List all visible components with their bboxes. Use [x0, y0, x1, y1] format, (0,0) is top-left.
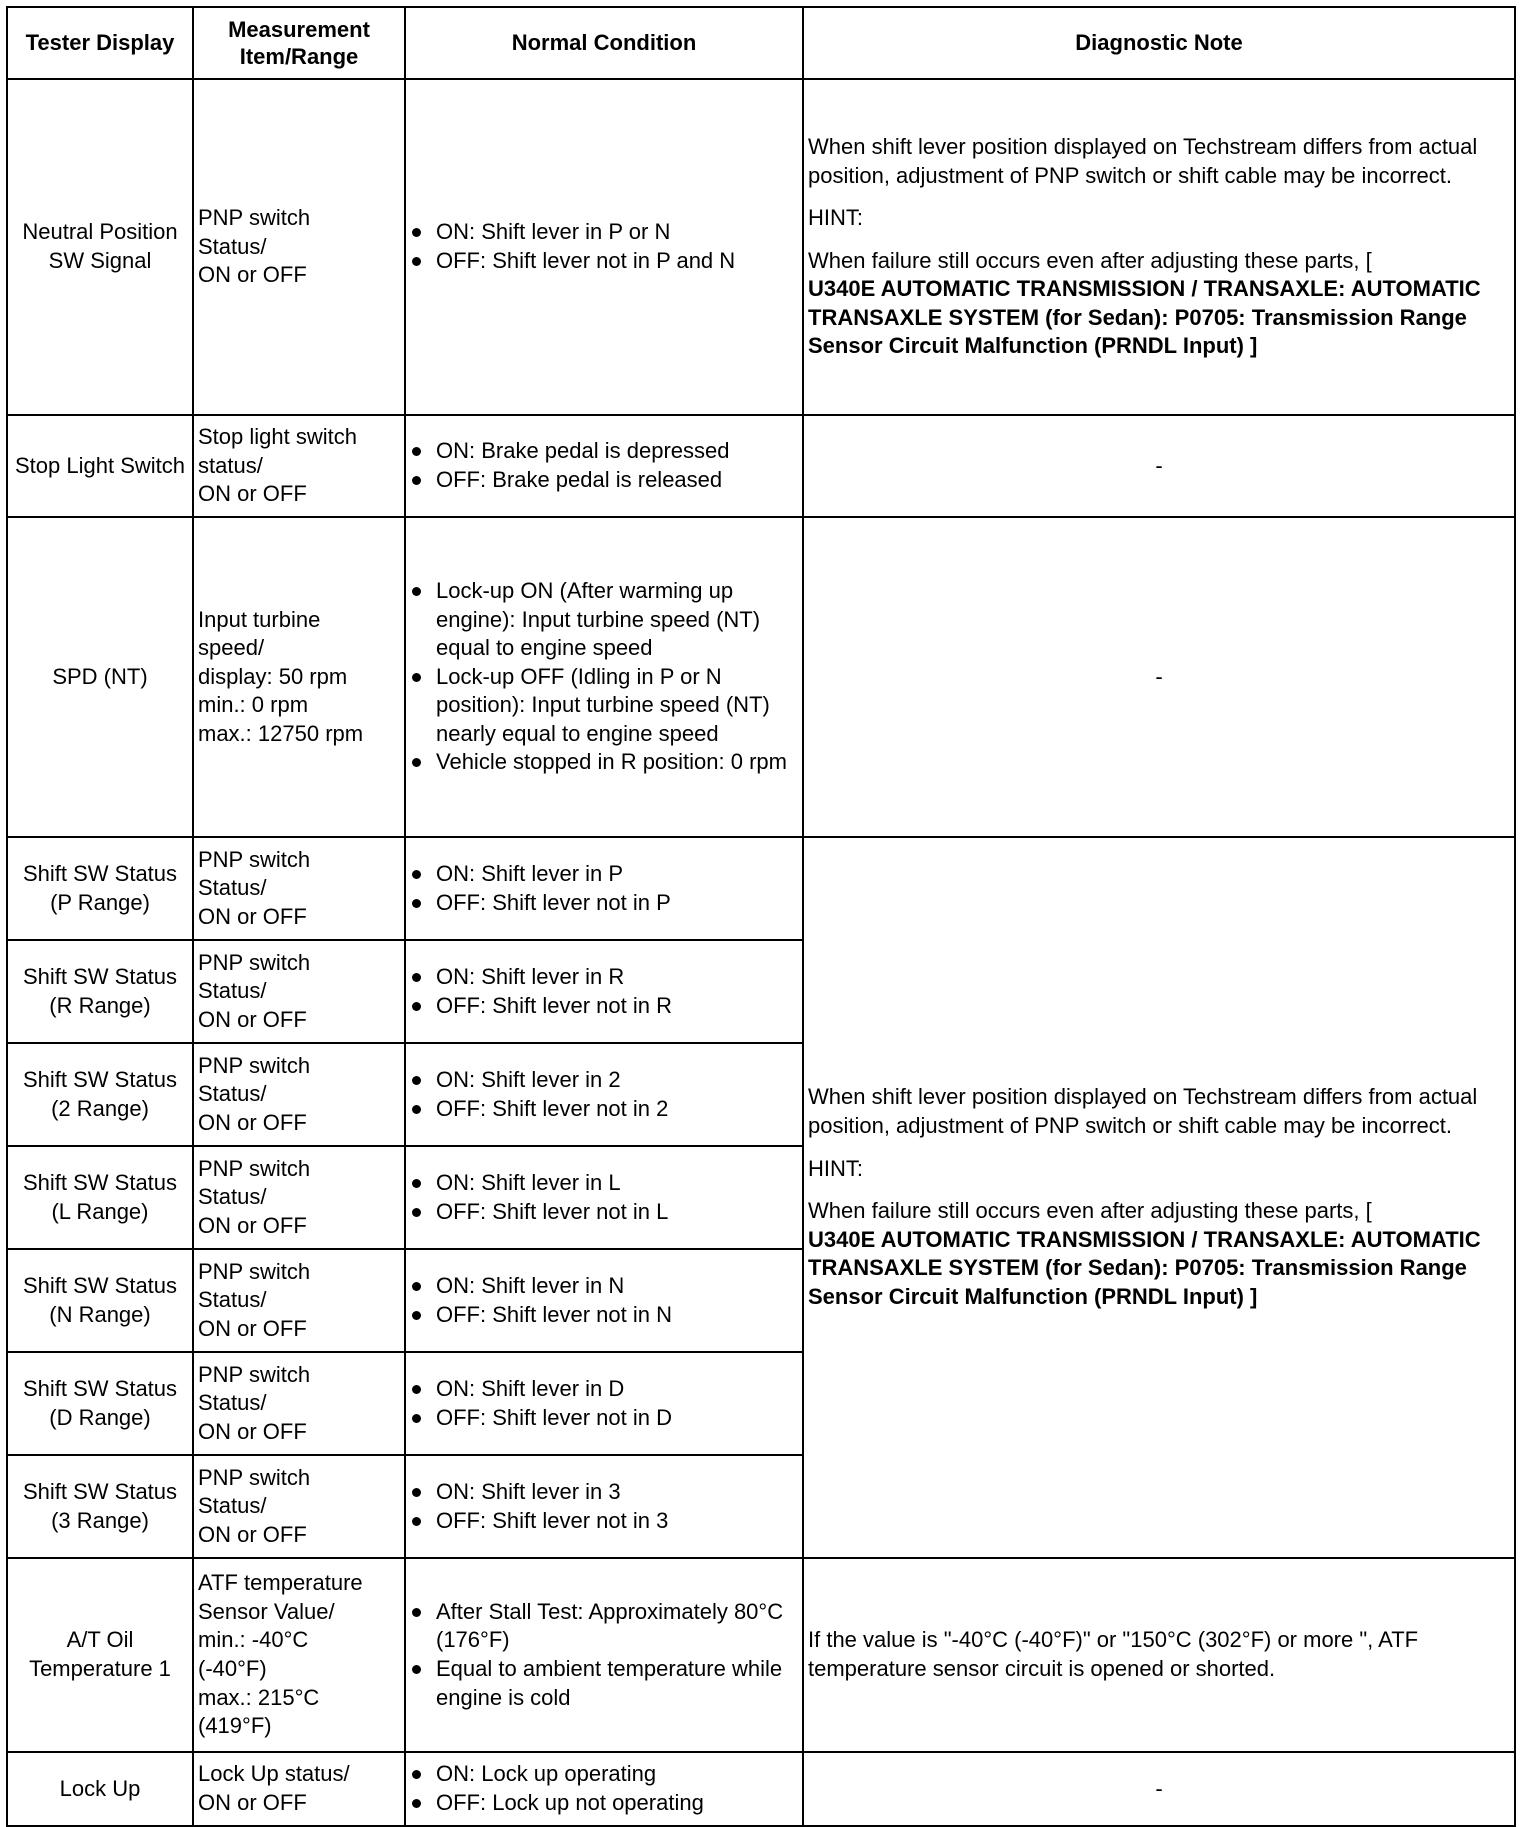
condition-item: Lock-up ON (After warming up engine): Input turbine speed (NT) equal to engine speed — [436, 577, 798, 663]
normal-condition-cell — [405, 1146, 803, 1249]
measurement-line: ON or OFF — [198, 1790, 307, 1815]
tester-display-cell: SPD (NT) — [7, 517, 193, 837]
condition-item: ON: Lock up operating — [436, 1760, 798, 1789]
measurement-line: max.: 12750 rpm — [198, 720, 364, 746]
table-row — [7, 415, 1515, 517]
measurement-cell — [193, 1558, 405, 1752]
measurement-line: PNP switch — [198, 1052, 311, 1078]
tester-display-cell: Shift SW Status (R Range) — [7, 940, 193, 1043]
condition-item: ON: Shift lever in L — [436, 1169, 798, 1198]
condition-list — [410, 1272, 798, 1329]
measurement-line: Status/ — [198, 875, 267, 901]
tester-display-cell: Shift SW Status (3 Range) — [7, 1455, 193, 1558]
condition-list — [410, 218, 798, 275]
measurement-line: PNP switch — [198, 846, 311, 872]
measurement-line: max.: 215°C — [198, 1684, 320, 1710]
measurement-line: speed/ — [198, 635, 265, 661]
diagnostic-note-cell: - — [803, 517, 1515, 837]
measurement-cell — [193, 1043, 405, 1146]
measurement-line: ON or OFF — [198, 1315, 307, 1341]
condition-item: ON: Shift lever in 2 — [436, 1066, 798, 1095]
condition-list — [410, 860, 798, 917]
measurement-line: PNP switch — [198, 1361, 311, 1387]
measurement-line: PNP switch — [198, 205, 311, 231]
measurement-line: ON or OFF — [198, 481, 307, 507]
header-normal-condition: Normal Condition — [405, 7, 803, 79]
measurement-line: Lock Up status/ — [198, 1761, 350, 1787]
note-hint: HINT: — [808, 205, 863, 231]
tester-display-cell: Shift SW Status (2 Range) — [7, 1043, 193, 1146]
condition-item: Equal to ambient temperature while engine is cold — [436, 1655, 798, 1712]
header-row — [7, 7, 1515, 79]
normal-condition-cell — [405, 415, 803, 517]
condition-list — [410, 1169, 798, 1226]
condition-item: OFF: Shift lever not in P — [436, 889, 798, 918]
condition-item: OFF: Shift lever not in R — [436, 992, 798, 1021]
tester-display-cell: A/T Oil Temperature 1 — [7, 1558, 193, 1752]
tester-display-cell: Neutral Position SW Signal — [7, 79, 193, 415]
measurement-cell — [193, 1352, 405, 1455]
normal-condition-cell — [405, 1752, 803, 1826]
note-text — [808, 247, 1510, 361]
measurement-line: PNP switch — [198, 1155, 311, 1181]
table-row — [7, 79, 1515, 415]
condition-item: ON: Shift lever in P or N — [436, 218, 798, 247]
measurement-line: ON or OFF — [198, 1212, 307, 1238]
note-lead: When failure still occurs even after adjusting these parts, [ — [808, 1198, 1372, 1224]
condition-item: ON: Shift lever in P — [436, 860, 798, 889]
measurement-line: min.: -40°C — [198, 1627, 309, 1653]
measurement-line: ON or OFF — [198, 1109, 307, 1135]
tester-display-cell: Shift SW Status (L Range) — [7, 1146, 193, 1249]
condition-item: OFF: Shift lever not in P and N — [436, 247, 798, 276]
measurement-line: ON or OFF — [198, 1006, 307, 1032]
measurement-line: (-40°F) — [198, 1656, 267, 1681]
diagnostic-note-cell: - — [803, 415, 1515, 517]
diagnostic-note-cell — [803, 837, 1515, 1558]
measurement-line: ON or OFF — [198, 262, 307, 288]
measurement-line: display: 50 rpm — [198, 663, 348, 689]
normal-condition-cell — [405, 1043, 803, 1146]
measurement-cell — [193, 1249, 405, 1352]
note-text: When shift lever position displayed on Techstream differs from actual position, adjustment of PNP switch or shift cable may be incorrect. — [808, 133, 1478, 188]
measurement-line: ON or OFF — [198, 1418, 307, 1444]
table-row — [7, 1752, 1515, 1826]
condition-list — [410, 577, 798, 777]
measurement-cell — [193, 79, 405, 415]
condition-item: Vehicle stopped in R position: 0 rpm — [436, 748, 798, 777]
condition-item: OFF: Shift lever not in N — [436, 1301, 798, 1330]
normal-condition-cell — [405, 79, 803, 415]
normal-condition-cell — [405, 837, 803, 940]
condition-item: ON: Shift lever in N — [436, 1272, 798, 1301]
note-lead: When failure still occurs even after adjusting these parts, [ — [808, 247, 1372, 273]
condition-list — [410, 963, 798, 1020]
condition-list — [410, 1760, 798, 1817]
measurement-cell — [193, 940, 405, 1043]
header-measurement: Measurement Item/Range — [193, 7, 405, 79]
reference-link[interactable]: U340E AUTOMATIC TRANSMISSION / TRANSAXLE: AUTOMATIC TRANSAXLE SYSTEM (for Sedan): P0705: Transmission Range Sensor Circuit Malfunction (PRNDL Input) ] — [808, 1226, 1481, 1309]
note-hint: HINT: — [808, 1155, 863, 1181]
condition-list — [410, 1375, 798, 1432]
measurement-line: PNP switch — [198, 1464, 311, 1490]
measurement-line: status/ — [198, 452, 263, 478]
note-text: When shift lever position displayed on Techstream differs from actual position, adjustment of PNP switch or shift cable may be incorrect. — [808, 1084, 1478, 1139]
condition-list — [410, 437, 798, 494]
tester-display-cell: Shift SW Status (D Range) — [7, 1352, 193, 1455]
condition-item: ON: Brake pedal is depressed — [436, 437, 798, 466]
condition-list — [410, 1066, 798, 1123]
measurement-line: ON or OFF — [198, 903, 307, 929]
table-row — [7, 837, 1515, 940]
diagnostic-note-cell: - — [803, 1752, 1515, 1826]
measurement-line: (419°F) — [198, 1713, 272, 1739]
condition-list — [410, 1478, 798, 1535]
tester-display-cell: Stop Light Switch — [7, 415, 193, 517]
measurement-line: Status/ — [198, 233, 267, 259]
condition-item: OFF: Brake pedal is released — [436, 466, 798, 495]
measurement-line: PNP switch — [198, 1258, 311, 1284]
measurement-line: ON or OFF — [198, 1521, 307, 1547]
condition-item: OFF: Shift lever not in D — [436, 1404, 798, 1433]
measurement-line: Sensor Value/ — [198, 1598, 335, 1624]
condition-item: After Stall Test: Approximately 80°C (176°F) — [436, 1598, 798, 1655]
condition-item: ON: Shift lever in D — [436, 1375, 798, 1404]
condition-item: OFF: Shift lever not in 2 — [436, 1095, 798, 1124]
normal-condition-cell — [405, 1558, 803, 1752]
measurement-cell — [193, 1146, 405, 1249]
condition-item: OFF: Shift lever not in 3 — [436, 1507, 798, 1536]
diagnostic-note-cell — [803, 79, 1515, 415]
measurement-cell — [193, 415, 405, 517]
tester-display-cell: Lock Up — [7, 1752, 193, 1826]
data-list-sheet — [6, 6, 1514, 1816]
normal-condition-cell — [405, 1455, 803, 1558]
measurement-line: min.: 0 rpm — [198, 692, 309, 718]
header-diagnostic-note: Diagnostic Note — [803, 7, 1515, 79]
tester-display-cell: Shift SW Status (P Range) — [7, 837, 193, 940]
measurement-line: Status/ — [198, 1287, 267, 1313]
normal-condition-cell — [405, 517, 803, 837]
measurement-cell — [193, 837, 405, 940]
normal-condition-cell — [405, 940, 803, 1043]
tester-display-cell: Shift SW Status (N Range) — [7, 1249, 193, 1352]
measurement-cell — [193, 517, 405, 837]
measurement-line: Status/ — [198, 1493, 267, 1519]
measurement-line: Input turbine — [198, 606, 321, 632]
measurement-line: PNP switch — [198, 949, 311, 975]
measurement-line: Status/ — [198, 1184, 267, 1210]
measurement-line: ATF temperature — [198, 1570, 363, 1596]
diagnostic-note-cell: If the value is "-40°C (-40°F)" or "150°C (302°F) or more ", ATF temperature sensor circuit is opened or shorted. — [803, 1558, 1515, 1752]
condition-item: Lock-up OFF (Idling in P or N position): Input turbine speed (NT) nearly equal to engine speed — [436, 663, 798, 749]
header-tester-display: Tester Display — [7, 7, 193, 79]
measurement-cell — [193, 1752, 405, 1826]
table-row — [7, 517, 1515, 837]
measurement-line: Status/ — [198, 1081, 267, 1107]
table-row — [7, 1558, 1515, 1752]
measurement-line: Status/ — [198, 978, 267, 1004]
condition-item: OFF: Shift lever not in L — [436, 1198, 798, 1227]
normal-condition-cell — [405, 1352, 803, 1455]
condition-item: ON: Shift lever in 3 — [436, 1478, 798, 1507]
condition-item: ON: Shift lever in R — [436, 963, 798, 992]
measurement-cell — [193, 1455, 405, 1558]
measurement-line: Stop light switch — [198, 424, 357, 450]
normal-condition-cell — [405, 1249, 803, 1352]
measurement-line: Status/ — [198, 1390, 267, 1416]
condition-list — [410, 1598, 798, 1712]
condition-item: OFF: Lock up not operating — [436, 1789, 798, 1818]
reference-link[interactable]: U340E AUTOMATIC TRANSMISSION / TRANSAXLE: AUTOMATIC TRANSAXLE SYSTEM (for Sedan): P0705: Transmission Range Sensor Circuit Malfunction (PRNDL Input) ] — [808, 276, 1481, 359]
data-list-table — [6, 6, 1516, 1827]
note-text — [808, 1197, 1510, 1311]
